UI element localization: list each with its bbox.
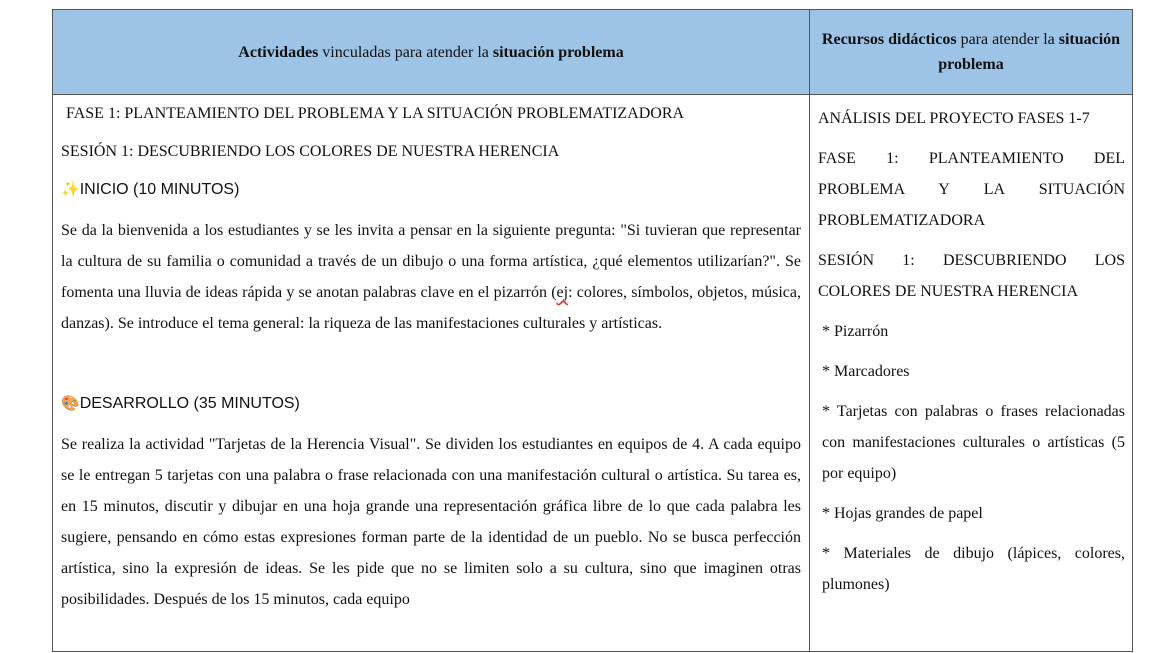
resources-phase: FASE 1: PLANTEAMIENTO DEL PROBLEMA Y LA SITUACIÓN PROBLEMATIZADORA [818,150,1125,229]
analysis-heading: ANÁLISIS DEL PROYECTO FASES 1-7 [818,110,1090,127]
palette-icon: 🎨 [61,395,80,412]
resources-cell [810,95,1133,652]
resource-item: * Hojas grandes de papel [822,505,983,522]
activities-cell [53,95,810,652]
start-text-b: : colores, símbolos, objetos, música, danzas). Se introduce el tema general: la riqueza de las manifestaciones culturales y artísticas. [61,284,801,332]
header-row [53,10,1133,95]
session-heading: SESIÓN 1: DESCUBRIENDO LOS COLORES DE NUESTRA HERENCIA [61,143,560,160]
header-left-bold-1: Actividades [238,43,319,61]
resource-item: * Pizarrón [822,323,889,340]
header-right-bold-2: situación problema [938,31,1121,73]
start-section-title [61,179,801,201]
header-right-bold-1: Recursos didácticos [821,31,957,48]
development-section-title [61,393,801,415]
start-text-a: Se da la bienvenida a los estudiantes y se les invita a pensar en la siguiente pregunta: "Si tuvieran que representar la cultura de su familia o comunidad a través de un dibujo o una forma artística, ¿qué elementos utilizarían?". Se fomenta una lluvia de ideas rápida y se anotan palabras clave en el pizarrón ( [61,222,801,301]
resource-item: * Materiales de dibujo (lápices, colores, plumones) [822,545,1125,593]
development-title-text: DESARROLLO (35 MINUTOS) [79,395,300,412]
header-left-bold-2: situación problema [492,43,624,61]
header-left-normal: vinculadas para atender la [318,43,493,61]
start-title-text: INICIO (10 MINUTOS) [79,181,240,198]
resource-item: * Marcadores [822,363,910,380]
activities-table [52,9,1133,652]
start-paragraph [61,215,801,339]
header-right-normal: para atender la [956,31,1059,48]
resources-session: SESIÓN 1: DESCUBRIENDO LOS COLORES DE NUESTRA HERENCIA [818,252,1125,300]
phase-heading: FASE 1: PLANTEAMIENTO DEL PROBLEMA Y LA SITUACIÓN PROBLEMATIZADORA [66,105,685,122]
spellcheck-word: ej [556,284,569,301]
resource-item: * Tarjetas con palabras o frases relacionadas con manifestaciones culturales o artísticas (5 por equipo) [822,403,1125,482]
body-row [53,95,1133,652]
development-paragraph: Se realiza la actividad "Tarjetas de la Herencia Visual". Se dividen los estudiantes en equipos de 4. A cada equipo se le entregan 5 tarjetas con una palabra o frase relacionada con una manifestación cultural o artística. Su tarea es, en 15 minutos, discutir y dibujar en una hoja grande una representación gráfica libre de lo que cada palabra les sugiere, pensando en cómo estas expresiones forman parte de la identidad de un pueblo. No se busca perfección artística, sino la expresión de ideas. Se les pide que no se limiten solo a su cultura, sino que imaginen otras posibilidades. Después de los 15 minutos, cada equipo [61,436,801,608]
sparkles-icon: ✨ [61,181,80,198]
header-resources [810,10,1133,95]
header-activities [53,10,810,95]
